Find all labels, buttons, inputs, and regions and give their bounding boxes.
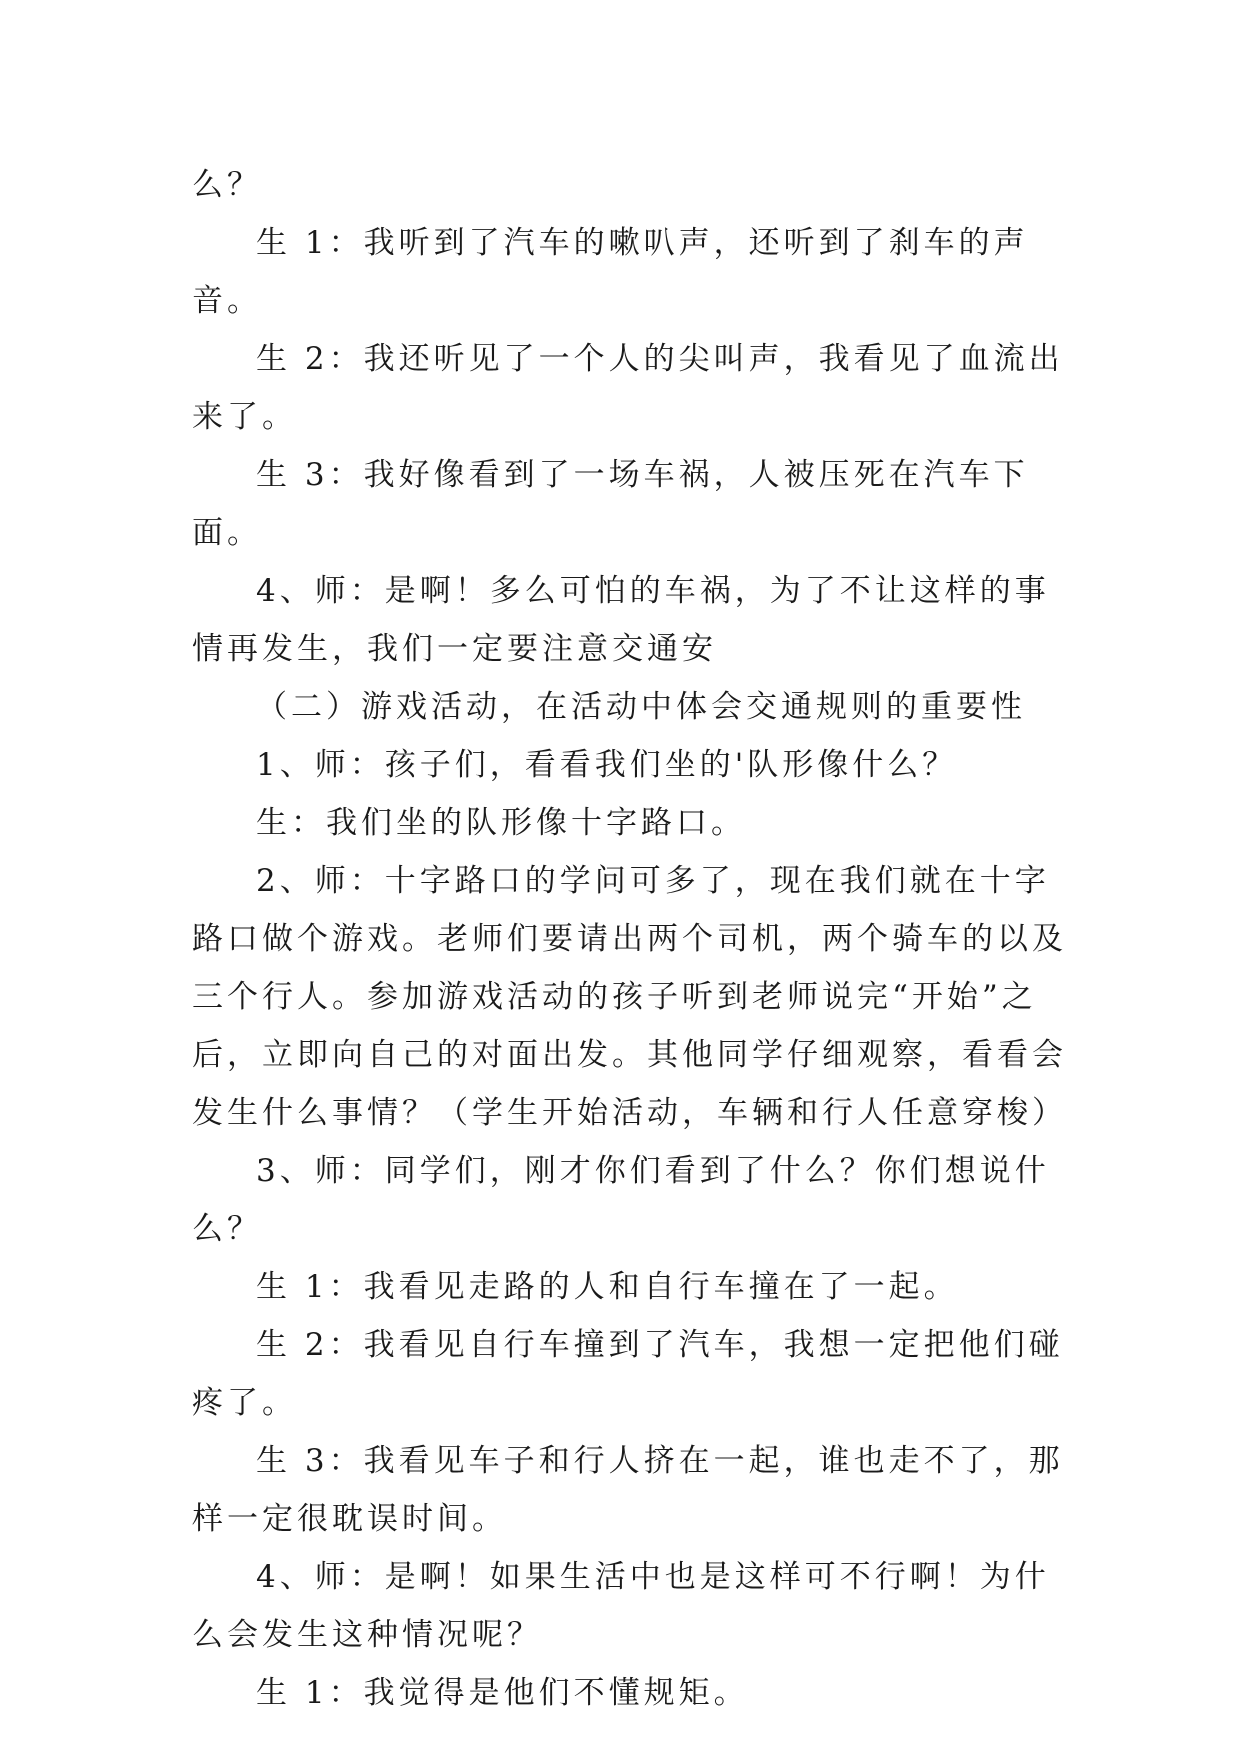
paragraph-teacher-4-why: 4、师：是啊！如果生活中也是这样可不行啊！为什么会发生这种情况呢？ [192,1559,1050,1653]
paragraph-student-1-rules: 生 1：我觉得是他们不懂规矩。 [256,1675,749,1711]
section-heading-game-activity: （二）游戏活动，在活动中体会交通规则的重要性 [256,689,1026,725]
body-text [192,156,1072,1722]
paragraph-teacher-3-question: 3、师：同学们，刚才你们看到了什么？你们想说什么？ [192,1153,1050,1247]
paragraph-student-2-scream: 生 2：我还听见了一个人的尖叫声，我看见了血流出来了。 [192,341,1064,435]
paragraph-teacher-4-safety: 4、师：是啊！多么可怕的车祸，为了不让这样的事情再发生，我们一定要注意交通安 [192,573,1050,667]
paragraph-student-3-accident: 生 3：我好像看到了一场车祸，人被压死在汽车下面。 [192,457,1029,551]
paragraph-student-crossroad: 生：我们坐的队形像十字路口。 [256,805,746,841]
paragraph-continuation: 么？ [192,167,262,203]
paragraph-student-2-bike-car: 生 2：我看见自行车撞到了汽车，我想一定把他们碰疼了。 [192,1327,1064,1421]
paragraph-teacher-1-formation: 1、师：孩子们，看看我们坐的'队形像什么？ [256,747,958,783]
paragraph-student-1-collision: 生 1：我看见走路的人和自行车撞在了一起。 [256,1269,959,1305]
paragraph-teacher-2-game: 2、师：十字路口的学问可多了，现在我们就在十字路口做个游戏。老师们要请出两个司机，两个骑车的以及三个行人。参加游戏活动的孩子听到老师说完“开始”之后，立即向自己的对面出发。其他同学仔细观察，看看会发生什么事情？（学生开始活动，车辆和行人任意穿梭） [192,863,1067,1131]
paragraph-student-1-horn: 生 1：我听到了汽车的嗽叭声，还听到了刹车的声音。 [192,225,1029,319]
paragraph-student-3-jam: 生 3：我看见车子和行人挤在一起，谁也走不了，那样一定很耽误时间。 [192,1443,1064,1537]
